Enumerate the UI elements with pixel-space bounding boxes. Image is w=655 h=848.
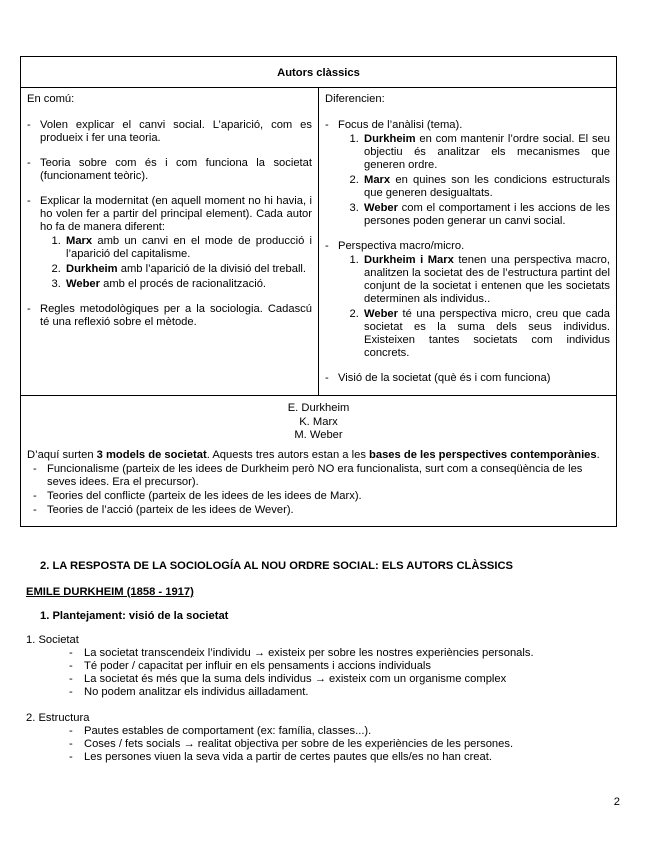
models-paragraph: D’aquí surten 3 models de societat. Aquests tres autors estan a les bases de les perspectives contemporànies. [27,448,600,461]
societat-list [26,647,626,699]
list-item: 2. Weber té una perspectiva micro, creu que cada societat es la suma dels seus individus. Existeixen tantes societats com individus concrets. [362,308,610,360]
estructura-block [26,712,626,764]
list-item: - Teories de l’acció (parteix de les idees de Wever). [33,504,610,517]
societat-block [26,634,626,699]
list-item: - Les persones viuen la seva vida a partir de certes pautes que ells/es no han creat. [69,751,626,764]
list-item: - Visió de la societat (què és i com funciona) [325,372,610,385]
list-item: - Explicar la modernitat (en aquell moment no hi havia, i ho volen fer a partir del principal element). Cada autor ho fa de manera diferent: 1. Marx amb un canvi en el mode de producció i l’aparició del capitalisme. 2. Durkheim amb l’aparició de la divisió del treball. 3. Weber amb el procés de racionalització. [27,195,312,291]
author-heading: EMILE DURKHEIM (1858 - 1917) [26,586,194,598]
authors-table [20,56,617,527]
list-item: 1. Durkheim en com mantenir l’ordre social. El seu objectiu és analitzar els mecanismes que generen ordre. [362,133,610,172]
list-item: 2. Marx en quines son les condicions estructurals que generen desigualtats. [362,174,610,200]
focus-list [338,133,610,228]
models-cell [21,396,617,527]
subsection-title: 1. Plantejament: visió de la societat [40,610,229,622]
list-item: - Funcionalisme (parteix de les idees de Durkheim però NO era funcionalista, surt com a conseqüència de les seves idees. Era el precursor). [33,463,610,489]
common-list [27,119,312,329]
differences-cell [319,88,617,396]
list-item: 3. Weber amb el procés de racionalització. [64,278,312,291]
list-item: - Coses / fets socials → realitat objectiva per sobre de les experiències de les persones. [69,738,626,751]
list-item: - Volen explicar el canvi social. L’aparició, com es produeix i fer una teoria. [27,119,312,145]
list-item: - Perspectiva macro/micro. 1. Durkheim i Marx tenen una perspectiva macro, analitzen la societat des de l’estructura partint del conjunt de la societat i entenen que les societats determinen als individus.. 2. Weber té una perspectiva micro, creu que cada societat es la suma dels seus individus. Existeixen tantes societats com individus concrets. [325,240,610,360]
page-number: 2 [613,796,620,808]
modernity-list [40,235,312,291]
differences-label: Diferencien: [325,93,385,105]
list-item: - Teoria sobre com és i com funciona la societat (funcionament teòric). [27,157,312,183]
table-header: Autors clàssics [21,57,617,88]
author-names: E. Durkheim K. Marx M. Weber [287,402,350,441]
list-item: 1. Durkheim i Marx tenen una perspectiva macro, analitzen la societat des de l’estructura partint del conjunt de la societat i entenen que les societats determinen als individus.. [362,254,610,306]
list-item: 3. Weber com el comportament i les accions de les persones poden generar un canvi social. [362,202,610,228]
perspective-list [338,254,610,360]
differences-list [325,119,610,385]
societat-title: 1. Societat [26,634,79,646]
list-item: - Teories del conflicte (parteix de les idees de les idees de Marx). [33,490,610,503]
list-item: - Pautes estables de comportament (ex: família, classes...). [69,725,626,738]
perspectives-list [27,463,610,517]
common-label: En comú: [27,93,75,105]
list-item: - La societat és més que la suma dels individus → existeix com un organisme complex [69,673,626,686]
list-item: - Focus de l’anàlisi (tema). 1. Durkheim en com mantenir l’ordre social. El seu objectiu és analitzar els mecanismes que generen ordre. 2. Marx en quines son les condicions estructurals que generen desigualtats. 3. Weber com el comportament i les accions de les persones poden generar un canvi social. [325,119,610,228]
section-title: 2. LA RESPOSTA DE LA SOCIOLOGÍA AL NOU ORDRE SOCIAL: ELS AUTORS CLÀSSICS [40,560,514,572]
list-item: - La societat transcendeix l’individu → existeix per sobre les nostres experiències personals. [69,647,626,660]
list-item: - Regles metodològiques per a la sociologia. Cadascú té una reflexió sobre el mètode. [27,303,312,329]
estructura-list [26,725,626,764]
list-item: 2. Durkheim amb l’aparició de la divisió del treball. [64,263,312,276]
list-item: 1. Marx amb un canvi en el mode de producció i l’aparició del capitalisme. [64,235,312,261]
estructura-title: 2. Estructura [26,712,90,724]
list-item: - Té poder / capacitat per influir en els pensaments i accions individuals [69,660,626,673]
list-item: - No podem analitzar els individus ailladament. [69,686,626,699]
common-cell [21,88,319,396]
